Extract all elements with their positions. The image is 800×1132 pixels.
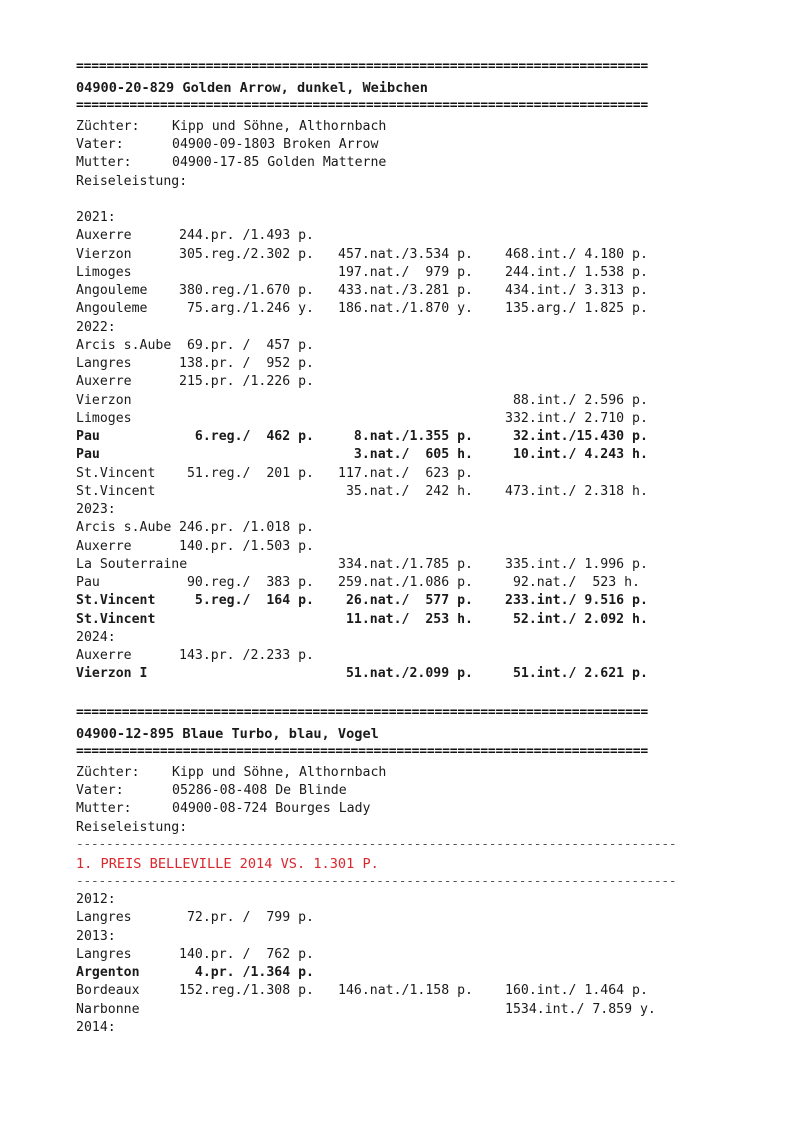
regional-result: 246.pr. /1.018 p. [179,520,314,536]
race-name: Argenton [76,965,140,980]
international-result: 92.nat./ 523 h. [505,575,640,590]
national-result: 186.nat./1.870 y. [338,301,473,317]
international-result: 32.int./15.430 p. [505,429,648,444]
regional-result: 244.pr. /1.493 p. [179,228,314,244]
national-result: 334.nat./1.785 p. [338,556,473,572]
regional-result: 138.pr. / 952 p. [179,356,314,371]
double-rule: =========================================================================== [76,98,648,113]
race-name: Vierzon I [76,666,148,682]
international-result: 160.int./ 1.464 p. [505,983,648,999]
race-name: Bordeaux [76,983,140,999]
race-name: La Souterraine [76,556,188,572]
season-year: 2021: [76,210,116,225]
season-year: 2013: [76,928,116,944]
highlight-achievement: 1. PREIS BELLEVILLE 2014 VS. 1.301 P. [76,856,379,872]
regional-result: 305.reg./2.302 p. [179,246,314,262]
dam-label: Mutter: [76,155,132,170]
national-result: 259.nat./1.086 p. [338,575,473,590]
race-name: Angouleme [76,301,148,317]
race-name: St.Vincent [76,611,156,627]
regional-result: 6.reg./ 462 p. [179,429,314,444]
race-name: Arcis s.Aube [76,337,172,353]
double-rule: =========================================================================== [76,59,648,74]
regional-result: 5.reg./ 164 p. [179,593,314,609]
regional-result: 380.reg./1.670 p. [179,283,314,298]
regional-result: 152.reg./1.308 p. [179,983,314,999]
dam-value: 04900-17-85 Golden Matterne [172,155,387,170]
race-name: Limoges [76,264,132,280]
race-name: Limoges [76,410,132,426]
national-result: 146.nat./1.158 p. [338,983,473,999]
race-name: St.Vincent [76,593,156,609]
regional-result: 51.reg./ 201 p. [179,465,314,481]
race-name: St.Vincent [76,483,156,499]
national-result: 3.nat./ 605 h. [338,447,473,463]
breeder-label: Züchter: [76,765,140,780]
season-year: 2012: [76,892,116,907]
regional-result: 140.pr. / 762 p. [179,946,314,962]
international-result: 468.int./ 4.180 p. [505,246,648,262]
regional-result: 4.pr. /1.364 p. [179,965,314,980]
international-result: 434.int./ 3.313 p. [505,283,648,298]
pigeon-title: 04900-20-829 Golden Arrow, dunkel, Weibchen [76,80,428,96]
race-name: Arcis s.Aube [76,520,172,536]
dam-label: Mutter: [76,801,132,816]
international-result: 10.int./ 4.243 h. [505,447,648,463]
international-result: 473.int./ 2.318 h. [505,483,648,499]
sire-label: Vater: [76,137,124,152]
sire-label: Vater: [76,783,124,798]
double-rule: =========================================================================== [76,744,648,759]
race-name: Langres [76,946,132,962]
race-name: Angouleme [76,283,148,298]
race-name: Auxerre [76,228,132,244]
national-result: 8.nat./1.355 p. [338,429,473,444]
season-year: 2022: [76,319,116,335]
international-result: 51.int./ 2.621 p. [505,666,648,682]
race-name: Pau [76,447,100,463]
regional-result: 75.arg./1.246 y. [179,301,314,317]
international-result: 335.int./ 1.996 p. [505,556,648,572]
race-name: Auxerre [76,648,132,663]
dam-value: 04900-08-724 Bourges Lady [172,801,371,816]
season-year: 2014: [76,1019,116,1035]
national-result: 433.nat./3.281 p. [338,283,473,298]
breeder-label: Züchter: [76,119,140,134]
pigeon-title: 04900-12-895 Blaue Turbo, blau, Vogel [76,726,379,742]
international-result: 244.int./ 1.538 p. [505,264,648,280]
international-result: 332.int./ 2.710 p. [505,410,648,426]
national-result: 51.nat./2.099 p. [338,666,473,682]
single-rule: -------------------------------------------------------------------------------- [76,837,677,852]
sire-value: 05286-08-408 De Blinde [172,783,347,798]
race-name: Narbonne [76,1001,140,1017]
race-name: Auxerre [76,374,132,390]
race-name: Vierzon [76,392,132,408]
single-rule: -------------------------------------------------------------------------------- [76,874,677,889]
regional-result: 215.pr. /1.226 p. [179,374,314,390]
race-name: Langres [76,910,132,926]
race-name: Auxerre [76,538,132,554]
breeder-value: Kipp und Söhne, Althornbach [172,765,387,780]
regional-result: 143.pr. /2.233 p. [179,648,314,663]
performance-label: Reiseleistung: [76,820,188,835]
regional-result: 69.pr. / 457 p. [179,337,314,353]
regional-result: 90.reg./ 383 p. [179,575,314,590]
season-year: 2023: [76,502,116,517]
international-result: 1534.int./ 7.859 y. [505,1001,656,1017]
race-name: St.Vincent [76,465,156,481]
national-result: 197.nat./ 979 p. [338,264,473,280]
national-result: 26.nat./ 577 p. [338,593,473,609]
international-result: 233.int./ 9.516 p. [505,593,648,609]
race-name: Langres [76,356,132,371]
race-name: Pau [76,575,100,590]
national-result: 457.nat./3.534 p. [338,246,473,262]
national-result: 35.nat./ 242 h. [338,483,473,499]
season-year: 2024: [76,629,116,645]
race-name: Vierzon [76,246,132,262]
national-result: 117.nat./ 623 p. [338,465,473,481]
race-name: Pau [76,429,100,444]
international-result: 52.int./ 2.092 h. [505,611,648,627]
sire-value: 04900-09-1803 Broken Arrow [172,137,379,152]
double-rule: =========================================================================== [76,705,648,720]
international-result: 88.int./ 2.596 p. [505,392,648,408]
regional-result: 140.pr. /1.503 p. [179,538,314,554]
international-result: 135.arg./ 1.825 p. [505,301,648,317]
national-result: 11.nat./ 253 h. [338,611,473,627]
breeder-value: Kipp und Söhne, Althornbach [172,119,387,134]
regional-result: 72.pr. / 799 p. [179,910,314,926]
performance-label: Reiseleistung: [76,174,188,189]
